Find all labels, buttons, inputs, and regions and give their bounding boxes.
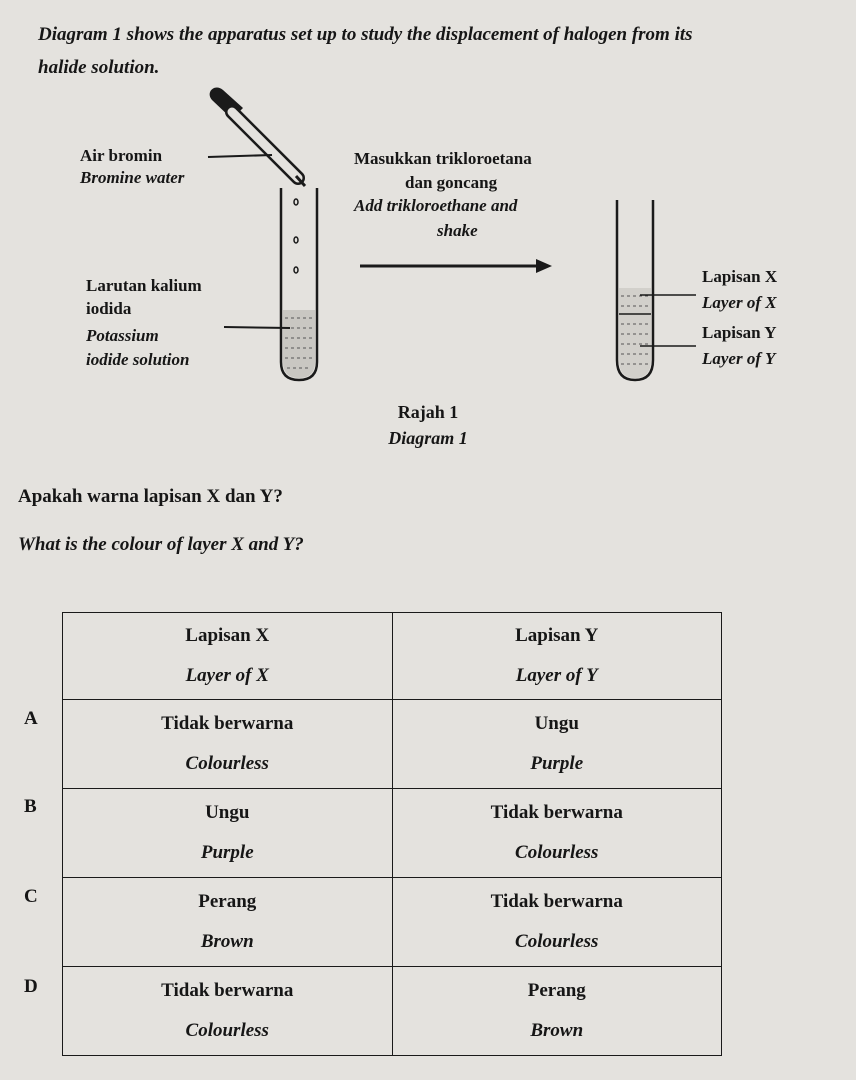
test-tube-left [281, 188, 317, 380]
option-d-layer-y [392, 967, 722, 1056]
option-b-x-ms: Ungu [205, 802, 250, 823]
option-b-y-en: Colourless [515, 842, 599, 863]
option-c-layer-x [63, 878, 393, 967]
option-a-x-ms: Tidak berwarna [161, 713, 294, 734]
option-letter-a: A [24, 708, 38, 729]
bromine-water-label-ms: Air bromin [80, 146, 163, 165]
test-tube-right [617, 200, 653, 380]
ki-label-ms-2: iodida [86, 299, 132, 318]
bromine-water-label-en: Bromine water [80, 168, 185, 187]
drops [294, 199, 298, 273]
table-header-row [63, 613, 722, 700]
option-d-layer-x [63, 967, 393, 1056]
add-instruction-en-2: shake [437, 221, 478, 240]
table-row[interactable] [63, 789, 722, 878]
header-layer-x [63, 613, 393, 700]
option-a-x-en: Colourless [185, 753, 269, 774]
option-a-layer-y [392, 700, 722, 789]
option-b-x-en: Purple [200, 842, 254, 863]
layer-x-label-en: Layer of X [702, 293, 777, 312]
option-a-y-en: Purple [530, 753, 584, 774]
option-d-y-en: Brown [530, 1020, 584, 1041]
table-row[interactable] [63, 878, 722, 967]
option-a-layer-x [63, 700, 393, 789]
ki-label-ms-1: Larutan kalium [86, 276, 202, 295]
question-ms: Apakah warna lapisan X dan Y? [18, 486, 283, 507]
option-d-x-en: Colourless [185, 1020, 269, 1041]
table-row[interactable] [63, 967, 722, 1056]
header-x-ms: Lapisan X [185, 625, 270, 646]
option-letter-d: D [24, 976, 38, 997]
option-d-y-ms: Perang [527, 980, 586, 1001]
ki-label-en-2: iodide solution [86, 350, 190, 369]
layer-y-label-ms: Lapisan Y [702, 323, 777, 342]
table-row[interactable] [63, 700, 722, 789]
intro-line-1: Diagram 1 shows the apparatus set up to study the displacement of halogen from its [38, 24, 693, 45]
layer-x-label-ms: Lapisan X [702, 267, 778, 286]
bromine-pointer [208, 155, 272, 157]
add-instruction-en-1: Add trikloroethane and [354, 196, 518, 215]
option-b-layer-y [392, 789, 722, 878]
option-letter-b: B [24, 796, 37, 817]
add-instruction-ms-1: Masukkan trikloroetana [354, 149, 532, 168]
option-b-layer-x [63, 789, 393, 878]
option-c-y-en: Colourless [515, 931, 599, 952]
header-y-ms: Lapisan Y [515, 625, 599, 646]
ki-label-en-1: Potassium [86, 326, 159, 345]
option-letter-c: C [24, 886, 38, 907]
option-d-x-ms: Tidak berwarna [161, 980, 294, 1001]
header-y-en: Layer of Y [515, 665, 598, 686]
option-c-y-ms: Tidak berwarna [490, 891, 623, 912]
ki-pointer [224, 327, 290, 328]
caption-en: Diagram 1 [388, 428, 468, 448]
option-c-layer-y [392, 878, 722, 967]
option-c-x-ms: Perang [198, 891, 257, 912]
question-en: What is the colour of layer X and Y? [18, 534, 304, 555]
caption-ms: Rajah 1 [397, 402, 459, 422]
arrow-right-icon [360, 259, 552, 273]
intro-line-2: halide solution. [38, 57, 160, 78]
option-c-x-en: Brown [200, 931, 254, 952]
dropper-icon [210, 87, 305, 186]
option-a-y-ms: Ungu [534, 713, 579, 734]
layer-y-label-en: Layer of Y [702, 349, 776, 368]
answer-table [62, 612, 722, 1056]
add-instruction-ms-2: dan goncang [405, 173, 498, 192]
option-b-y-ms: Tidak berwarna [490, 802, 623, 823]
header-layer-y [392, 613, 722, 700]
header-x-en: Layer of X [185, 665, 269, 686]
